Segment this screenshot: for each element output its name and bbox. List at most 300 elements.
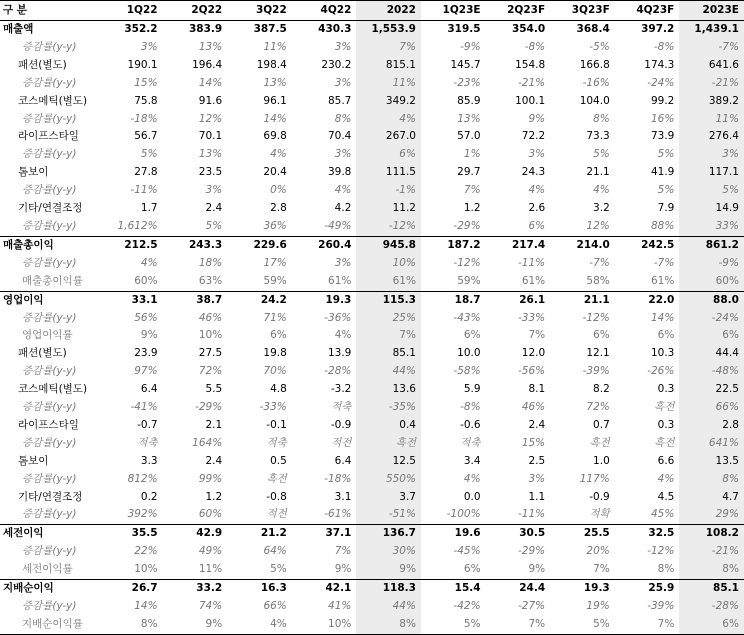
cell-value: 100.1 bbox=[515, 94, 546, 107]
table-row bbox=[0, 616, 744, 634]
row-label: 증감률(y-y) bbox=[22, 40, 77, 53]
cell-value: 75.8 bbox=[134, 94, 158, 107]
cell-value: 11% bbox=[198, 563, 223, 576]
cell-value: 8% bbox=[679, 471, 744, 489]
column-header: 4Q23F bbox=[615, 1, 680, 21]
cell-value: 6.6 bbox=[657, 454, 675, 467]
cell-value: 39.8 bbox=[327, 166, 352, 179]
cell-value: 85.9 bbox=[457, 94, 481, 107]
cell-value: -58% bbox=[453, 365, 481, 378]
table-row bbox=[0, 21, 744, 39]
table-body bbox=[0, 21, 744, 635]
column-header: 2Q22 bbox=[163, 1, 228, 21]
header-label: 구 분 bbox=[0, 1, 98, 21]
table-row bbox=[0, 57, 744, 75]
cell-value: 72% bbox=[586, 401, 610, 414]
cell-value: 61% bbox=[521, 274, 546, 287]
row-label: 세전이익률 bbox=[22, 563, 73, 576]
cell-value: -51% bbox=[356, 506, 421, 524]
cell-value: 7% bbox=[528, 329, 546, 342]
cell-value: 229.6 bbox=[227, 236, 292, 254]
cell-value: 13.6 bbox=[356, 381, 421, 399]
cell-value: 27.8 bbox=[134, 166, 158, 179]
cell-value: 3% bbox=[528, 148, 546, 161]
cell-value: 4% bbox=[593, 184, 610, 197]
cell-value: 4.5 bbox=[657, 490, 675, 503]
row-label: 라이프스타일 bbox=[18, 130, 79, 143]
cell-value: 7% bbox=[334, 545, 352, 558]
cell-value: 319.5 bbox=[447, 23, 481, 35]
cell-value: 5% bbox=[657, 184, 675, 197]
cell-value: 59% bbox=[457, 274, 481, 287]
cell-value: 111.5 bbox=[356, 164, 421, 182]
cell-value: 4% bbox=[528, 184, 546, 197]
cell-value: 15% bbox=[521, 436, 546, 449]
cell-value: 29% bbox=[679, 506, 744, 524]
cell-value: 66% bbox=[679, 399, 744, 417]
cell-value: 58% bbox=[586, 274, 610, 287]
cell-value: 267.0 bbox=[356, 128, 421, 146]
cell-value: 41.9 bbox=[650, 166, 675, 179]
cell-value: -12% bbox=[453, 256, 481, 269]
cell-value: 815.1 bbox=[356, 57, 421, 75]
cell-value: 44.4 bbox=[679, 345, 744, 363]
cell-value: 흑전 bbox=[589, 436, 610, 449]
cell-value: 72% bbox=[198, 365, 223, 378]
cell-value: 10% bbox=[134, 563, 158, 576]
cell-value: 0.3 bbox=[657, 418, 675, 431]
table-row bbox=[0, 291, 744, 309]
cell-value: 2.8 bbox=[679, 417, 744, 435]
cell-value: 15.4 bbox=[421, 580, 486, 598]
cell-value: 10% bbox=[198, 329, 223, 342]
table-row bbox=[0, 489, 744, 507]
row-label: 증감률(y-y) bbox=[22, 545, 77, 558]
cell-value: 8% bbox=[356, 616, 421, 634]
cell-value: 3.7 bbox=[356, 489, 421, 507]
table-row bbox=[0, 75, 744, 93]
cell-value: 8% bbox=[334, 112, 352, 125]
table-row bbox=[0, 93, 744, 111]
cell-value: 174.3 bbox=[644, 58, 675, 71]
cell-value: 1% bbox=[463, 148, 481, 161]
table-row bbox=[0, 417, 744, 435]
cell-value: 61% bbox=[651, 274, 675, 287]
cell-value: -28% bbox=[679, 598, 744, 616]
cell-value: 6% bbox=[679, 616, 744, 634]
cell-value: -8% bbox=[460, 401, 481, 414]
table-row bbox=[0, 543, 744, 561]
cell-value: 26.7 bbox=[98, 580, 163, 598]
cell-value: 흑전 bbox=[654, 401, 675, 414]
cell-value: 38.7 bbox=[163, 291, 228, 309]
cell-value: 64% bbox=[263, 545, 287, 558]
cell-value: 6% bbox=[463, 563, 481, 576]
cell-value: 25% bbox=[356, 310, 421, 328]
cell-value: -56% bbox=[518, 365, 546, 378]
table-row bbox=[0, 273, 744, 291]
cell-value: -29% bbox=[195, 401, 223, 414]
cell-value: 15% bbox=[134, 76, 158, 89]
cell-value: 56% bbox=[134, 311, 158, 324]
cell-value: 1,553.9 bbox=[356, 21, 421, 39]
cell-value: 243.3 bbox=[163, 236, 228, 254]
cell-value: 14% bbox=[651, 311, 675, 324]
cell-value: 5% bbox=[140, 148, 158, 161]
cell-value: 0.5 bbox=[270, 454, 287, 467]
cell-value: 0.0 bbox=[463, 490, 481, 503]
cell-value: 11% bbox=[356, 75, 421, 93]
cell-value: 적전 bbox=[266, 508, 287, 521]
cell-value: 21.1 bbox=[586, 166, 610, 179]
cell-value: 117.1 bbox=[679, 164, 744, 182]
row-label: 증감률(y-y) bbox=[22, 436, 77, 449]
cell-value: 242.5 bbox=[615, 236, 680, 254]
table-row bbox=[0, 218, 744, 236]
cell-value: 3.4 bbox=[463, 454, 481, 467]
cell-value: -23% bbox=[453, 76, 481, 89]
column-header: 2022 bbox=[356, 1, 421, 21]
cell-value: 41% bbox=[328, 600, 352, 612]
column-header: 2023E bbox=[679, 1, 744, 21]
cell-value: 12.0 bbox=[521, 347, 546, 360]
cell-value: -39% bbox=[647, 600, 675, 612]
cell-value: 3% bbox=[140, 40, 158, 53]
cell-value: 387.5 bbox=[253, 23, 287, 35]
cell-value: 72.2 bbox=[521, 130, 546, 143]
cell-value: 적축 bbox=[331, 401, 352, 414]
cell-value: 32.5 bbox=[615, 525, 680, 543]
cell-value: -11% bbox=[518, 508, 546, 521]
cell-value: 61% bbox=[328, 274, 352, 287]
cell-value: 2.1 bbox=[205, 418, 223, 431]
cell-value: -5% bbox=[589, 40, 610, 53]
table-row bbox=[0, 471, 744, 489]
cell-value: 8% bbox=[657, 563, 675, 576]
cell-value: -33% bbox=[259, 401, 287, 414]
cell-value: 190.1 bbox=[127, 58, 158, 71]
cell-value: 3% bbox=[334, 256, 352, 269]
cell-value: 1.0 bbox=[593, 454, 610, 467]
cell-value: 23.9 bbox=[134, 347, 158, 360]
table-row bbox=[0, 363, 744, 381]
cell-value: -26% bbox=[647, 365, 675, 378]
cell-value: 13% bbox=[263, 76, 287, 89]
column-header: 2Q23F bbox=[486, 1, 551, 21]
cell-value: 44% bbox=[356, 363, 421, 381]
cell-value: -8% bbox=[653, 40, 675, 53]
cell-value: -21% bbox=[679, 75, 744, 93]
cell-value: 19.3 bbox=[292, 291, 357, 309]
cell-value: 12% bbox=[198, 112, 223, 125]
cell-value: -16% bbox=[582, 76, 610, 89]
cell-value: 13% bbox=[198, 148, 223, 161]
cell-value: -18% bbox=[130, 112, 158, 125]
cell-value: 5% bbox=[421, 616, 486, 634]
cell-value: -11% bbox=[130, 184, 158, 197]
cell-value: 812% bbox=[127, 472, 158, 485]
cell-value: 230.2 bbox=[321, 58, 352, 71]
cell-value: -49% bbox=[324, 219, 352, 232]
cell-value: 13% bbox=[198, 40, 223, 53]
cell-value: -0.6 bbox=[460, 418, 481, 431]
cell-value: 145.7 bbox=[450, 58, 481, 71]
cell-value: 97% bbox=[134, 365, 158, 378]
cell-value: 적축 bbox=[460, 436, 481, 449]
cell-value: 33.1 bbox=[98, 291, 163, 309]
cell-value: 3.2 bbox=[593, 202, 610, 215]
cell-value: 1,439.1 bbox=[679, 21, 744, 39]
cell-value: 23.5 bbox=[198, 166, 223, 179]
cell-value: 3% bbox=[334, 148, 352, 161]
cell-value: 99% bbox=[198, 472, 223, 485]
cell-value: 19.6 bbox=[421, 525, 486, 543]
column-header: 4Q22 bbox=[292, 1, 357, 21]
table-row bbox=[0, 561, 744, 579]
table-row bbox=[0, 580, 744, 598]
table-row bbox=[0, 310, 744, 328]
cell-value: 74% bbox=[198, 600, 223, 612]
cell-value: 2.4 bbox=[205, 202, 223, 215]
cell-value: 10% bbox=[356, 255, 421, 273]
cell-value: -12% bbox=[647, 545, 675, 558]
cell-value: 12.5 bbox=[356, 453, 421, 471]
cell-value: 7% bbox=[356, 39, 421, 57]
row-label: 패션(별도) bbox=[18, 347, 67, 360]
cell-value: 44% bbox=[356, 598, 421, 616]
row-label: 라이프스타일 bbox=[18, 418, 79, 431]
cell-value: 0.7 bbox=[593, 418, 610, 431]
cell-value: 96.1 bbox=[263, 94, 287, 107]
cell-value: 73.9 bbox=[650, 130, 675, 143]
cell-value: 8% bbox=[593, 112, 610, 125]
cell-value: 21.1 bbox=[550, 291, 615, 309]
row-label: 기타/연결조정 bbox=[18, 202, 83, 215]
cell-value: 354.0 bbox=[511, 23, 546, 35]
cell-value: -0.8 bbox=[266, 490, 287, 503]
cell-value: 166.8 bbox=[579, 58, 610, 71]
cell-value: 19% bbox=[586, 600, 610, 612]
row-label: 증감률(y-y) bbox=[22, 600, 77, 612]
cell-value: 88.0 bbox=[679, 291, 744, 309]
cell-value: 4% bbox=[140, 256, 158, 269]
cell-value: 392% bbox=[127, 508, 158, 521]
cell-value: 35.5 bbox=[98, 525, 163, 543]
cell-value: 8.2 bbox=[593, 383, 610, 396]
cell-value: 85.1 bbox=[356, 345, 421, 363]
cell-value: -0.9 bbox=[589, 490, 610, 503]
cell-value: 적축 bbox=[266, 436, 287, 449]
cell-value: 118.3 bbox=[356, 580, 421, 598]
row-label: 증감률(y-y) bbox=[22, 219, 77, 232]
cell-value: 1,612% bbox=[117, 219, 158, 232]
cell-value: 42.9 bbox=[163, 525, 228, 543]
cell-value: 2.5 bbox=[528, 454, 546, 467]
cell-value: 20% bbox=[586, 545, 610, 558]
cell-value: 25.9 bbox=[615, 580, 680, 598]
cell-value: 641% bbox=[679, 435, 744, 453]
cell-value: 7% bbox=[615, 616, 680, 634]
cell-value: 3% bbox=[334, 40, 352, 53]
cell-value: 14.9 bbox=[679, 200, 744, 218]
cell-value: 7% bbox=[593, 563, 610, 576]
cell-value: 5% bbox=[593, 148, 610, 161]
cell-value: 91.6 bbox=[198, 94, 223, 107]
cell-value: 6% bbox=[593, 329, 610, 342]
cell-value: 16% bbox=[651, 112, 675, 125]
cell-value: 3% bbox=[205, 184, 223, 197]
row-label: 패션(별도) bbox=[18, 58, 67, 71]
cell-value: 641.6 bbox=[679, 57, 744, 75]
row-label: 코스메틱(별도) bbox=[18, 383, 88, 396]
table-row bbox=[0, 200, 744, 218]
cell-value: 6% bbox=[463, 329, 481, 342]
cell-value: 0.3 bbox=[657, 383, 675, 396]
cell-value: -0.9 bbox=[330, 418, 352, 431]
table-row bbox=[0, 525, 744, 543]
row-label: 증감률(y-y) bbox=[22, 365, 77, 378]
cell-value: 6% bbox=[679, 327, 744, 345]
cell-value: -42% bbox=[453, 600, 481, 612]
table-row bbox=[0, 381, 744, 399]
cell-value: 4% bbox=[356, 111, 421, 129]
cell-value: 73.3 bbox=[586, 130, 610, 143]
cell-value: 24.3 bbox=[521, 166, 546, 179]
cell-value: 13% bbox=[457, 112, 481, 125]
cell-value: 13.5 bbox=[679, 453, 744, 471]
cell-value: 63% bbox=[198, 274, 223, 287]
cell-value: 61% bbox=[356, 273, 421, 291]
cell-value: 21.2 bbox=[227, 525, 292, 543]
cell-value: -33% bbox=[518, 311, 546, 324]
cell-value: 66% bbox=[263, 600, 287, 612]
cell-value: -29% bbox=[518, 545, 546, 558]
cell-value: 198.4 bbox=[256, 58, 287, 71]
row-label: 톰보이 bbox=[18, 454, 49, 467]
table-row bbox=[0, 146, 744, 164]
row-label: 증감률(y-y) bbox=[22, 76, 77, 89]
cell-value: 11.2 bbox=[356, 200, 421, 218]
cell-value: 5% bbox=[205, 219, 223, 232]
cell-value: 25.5 bbox=[550, 525, 615, 543]
cell-value: 9% bbox=[163, 616, 228, 634]
cell-value: 5% bbox=[550, 616, 615, 634]
cell-value: 16.3 bbox=[227, 580, 292, 598]
cell-value: -0.7 bbox=[137, 418, 158, 431]
cell-value: -1% bbox=[356, 182, 421, 200]
cell-value: 0% bbox=[270, 184, 287, 197]
cell-value: 70.1 bbox=[198, 130, 223, 143]
cell-value: 154.8 bbox=[515, 58, 546, 71]
cell-value: -24% bbox=[647, 76, 675, 89]
cell-value: 42.1 bbox=[292, 580, 357, 598]
row-label: 증감률(y-y) bbox=[22, 148, 77, 161]
cell-value: 10% bbox=[292, 616, 357, 634]
cell-value: 30% bbox=[356, 543, 421, 561]
cell-value: 14% bbox=[134, 600, 158, 612]
row-label: 매출총이익률 bbox=[22, 274, 83, 287]
row-label: 증감률(y-y) bbox=[22, 112, 77, 125]
cell-value: 2.4 bbox=[528, 418, 546, 431]
cell-value: 4% bbox=[270, 148, 287, 161]
cell-value: 7% bbox=[486, 616, 551, 634]
cell-value: 352.2 bbox=[124, 23, 158, 35]
cell-value: 60% bbox=[134, 274, 158, 287]
table-row bbox=[0, 327, 744, 345]
cell-value: 7% bbox=[356, 327, 421, 345]
cell-value: 6.4 bbox=[140, 383, 158, 396]
cell-value: 56.7 bbox=[134, 130, 158, 143]
cell-value: 26.1 bbox=[486, 291, 551, 309]
cell-value: 24.4 bbox=[486, 580, 551, 598]
cell-value: -29% bbox=[453, 219, 481, 232]
cell-value: 36% bbox=[263, 219, 287, 232]
cell-value: -21% bbox=[518, 76, 546, 89]
cell-value: 69.8 bbox=[263, 130, 287, 143]
cell-value: 99.2 bbox=[650, 94, 675, 107]
table-row bbox=[0, 506, 744, 524]
cell-value: -41% bbox=[130, 401, 158, 414]
cell-value: 1.2 bbox=[205, 490, 223, 503]
cell-value: 164% bbox=[192, 436, 223, 449]
cell-value: 5.5 bbox=[205, 383, 223, 396]
cell-value: 4% bbox=[227, 616, 292, 634]
cell-value: 115.3 bbox=[356, 291, 421, 309]
cell-value: 46% bbox=[198, 311, 223, 324]
cell-value: -12% bbox=[582, 311, 610, 324]
cell-value: 흑전 bbox=[356, 435, 421, 453]
column-header: 1Q22 bbox=[98, 1, 163, 21]
cell-value: 3% bbox=[334, 76, 352, 89]
row-label: 세전이익 bbox=[0, 525, 98, 543]
cell-value: 136.7 bbox=[356, 525, 421, 543]
cell-value: -0.1 bbox=[266, 418, 287, 431]
cell-value: 4.2 bbox=[334, 202, 352, 215]
cell-value: 0.4 bbox=[356, 417, 421, 435]
cell-value: 550% bbox=[356, 471, 421, 489]
cell-value: 3% bbox=[679, 146, 744, 164]
cell-value: 217.4 bbox=[486, 236, 551, 254]
cell-value: 4.7 bbox=[679, 489, 744, 507]
cell-value: 33.2 bbox=[163, 580, 228, 598]
cell-value: 4% bbox=[334, 184, 352, 197]
cell-value: -36% bbox=[324, 311, 352, 324]
row-label: 증감률(y-y) bbox=[22, 508, 77, 521]
cell-value: 0.2 bbox=[140, 490, 158, 503]
cell-value: 19.8 bbox=[263, 347, 287, 360]
row-label: 영업이익률 bbox=[22, 329, 73, 342]
cell-value: 45% bbox=[651, 508, 675, 521]
cell-value: 397.2 bbox=[641, 23, 675, 35]
cell-value: 8% bbox=[679, 561, 744, 579]
cell-value: 276.4 bbox=[679, 128, 744, 146]
cell-value: 6% bbox=[270, 329, 287, 342]
cell-value: -35% bbox=[356, 399, 421, 417]
cell-value: -28% bbox=[324, 365, 352, 378]
row-label: 증감률(y-y) bbox=[22, 311, 77, 324]
cell-value: 5% bbox=[270, 563, 287, 576]
cell-value: 4% bbox=[334, 329, 352, 342]
table-row bbox=[0, 182, 744, 200]
cell-value: 260.4 bbox=[292, 236, 357, 254]
cell-value: 70% bbox=[263, 365, 287, 378]
cell-value: -24% bbox=[679, 310, 744, 328]
table-header bbox=[0, 1, 744, 21]
cell-value: 22% bbox=[134, 545, 158, 558]
cell-value: 46% bbox=[521, 401, 546, 414]
cell-value: -7% bbox=[679, 39, 744, 57]
cell-value: 3% bbox=[528, 472, 546, 485]
